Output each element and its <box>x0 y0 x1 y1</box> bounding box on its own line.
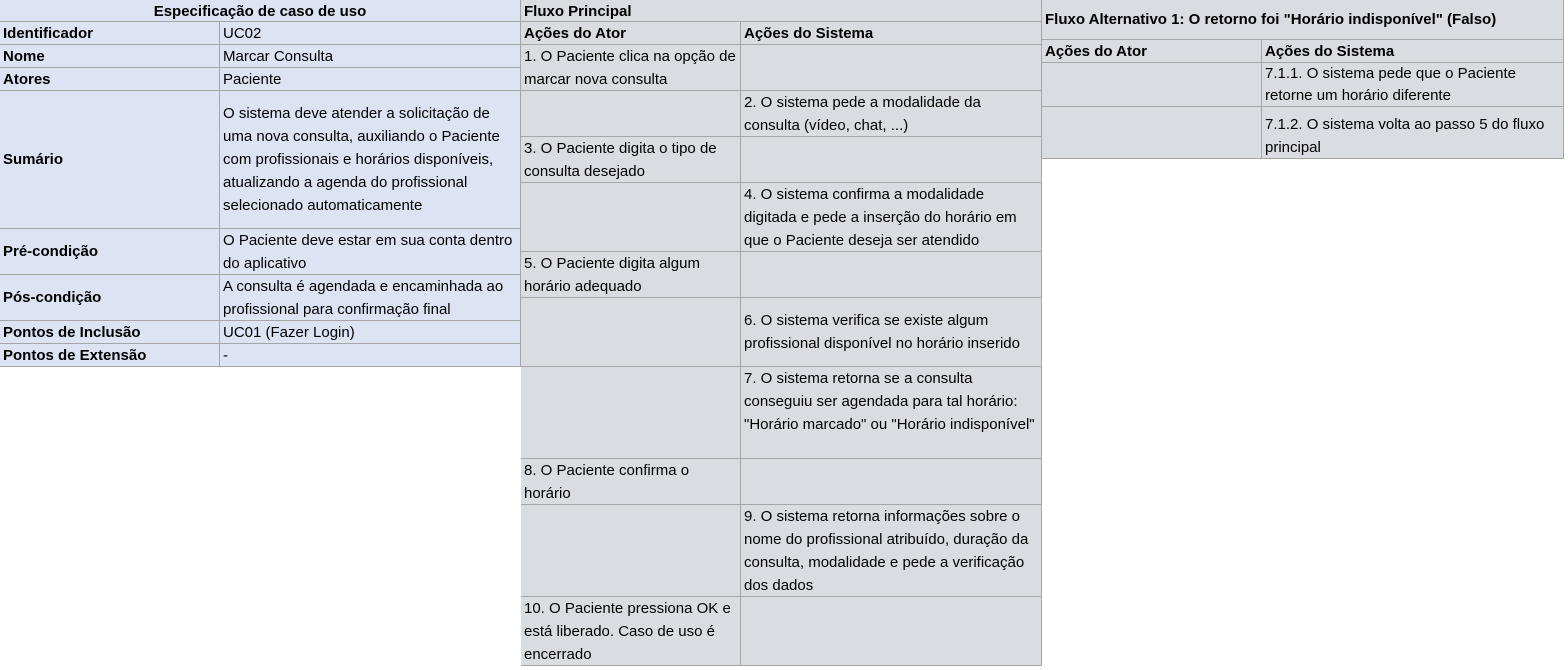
main-step-empty <box>521 183 741 252</box>
spec-label-extensao: Pontos de Extensão <box>0 344 220 367</box>
alt-step-1: 7.1.1. O sistema pede que o Paciente retorne um horário diferente <box>1262 63 1564 107</box>
main-step-7: 7. O sistema retorna se a consulta conseguiu ser agendada para tal horário: "Horário marcado" ou "Horário indisponível" <box>741 367 1042 459</box>
spec-label-sumario: Sumário <box>0 91 220 229</box>
main-step-empty <box>741 597 1042 666</box>
main-step-6: 6. O sistema verifica se existe algum profissional disponível no horário inserido <box>741 298 1042 367</box>
main-flow-col-system: Ações do Sistema <box>741 22 1042 45</box>
main-step-5: 5. O Paciente digita algum horário adequado <box>521 252 741 298</box>
main-step-empty <box>521 367 741 459</box>
spec-value-poscondicao: A consulta é agendada e encaminhada ao profissional para confirmação final <box>220 275 521 321</box>
main-step-empty <box>521 298 741 367</box>
main-step-empty <box>741 252 1042 298</box>
main-step-empty <box>521 505 741 597</box>
spec-value-nome: Marcar Consulta <box>220 45 521 68</box>
main-step-10: 10. O Paciente pressiona OK e está liberado. Caso de uso é encerrado <box>521 597 741 666</box>
main-step-empty <box>741 459 1042 505</box>
spec-label-inclusao: Pontos de Inclusão <box>0 321 220 344</box>
spec-value-sumario: O sistema deve atender a solicitação de uma nova consulta, auxiliando o Paciente com profissionais e horários disponíveis, atualizando a agenda do profissional selecionado automaticamente <box>220 91 521 229</box>
spec-value-extensao: - <box>220 344 521 367</box>
alt-flow-col-system: Ações do Sistema <box>1262 40 1564 63</box>
spec-value-identificador: UC02 <box>220 22 521 45</box>
spec-label-precondicao: Pré-condição <box>0 229 220 275</box>
alt-flow-title: Fluxo Alternativo 1: O retorno foi "Horário indisponível" (Falso) <box>1042 0 1564 40</box>
main-step-8: 8. O Paciente confirma o horário <box>521 459 741 505</box>
main-step-empty <box>521 91 741 137</box>
spec-label-atores: Atores <box>0 68 220 91</box>
main-step-4: 4. O sistema confirma a modalidade digitada e pede a inserção do horário em que o Paciente deseja ser atendido <box>741 183 1042 252</box>
main-step-2: 2. O sistema pede a modalidade da consulta (vídeo, chat, ...) <box>741 91 1042 137</box>
spec-value-precondicao: O Paciente deve estar em sua conta dentro do aplicativo <box>220 229 521 275</box>
main-flow-title: Fluxo Principal <box>521 0 1042 22</box>
spec-title: Especificação de caso de uso <box>0 0 521 22</box>
spec-value-inclusao: UC01 (Fazer Login) <box>220 321 521 344</box>
spec-label-poscondicao: Pós-condição <box>0 275 220 321</box>
main-flow-col-actor: Ações do Ator <box>521 22 741 45</box>
spec-value-atores: Paciente <box>220 68 521 91</box>
main-step-empty <box>741 137 1042 183</box>
alt-step-empty <box>1042 107 1262 159</box>
alt-step-empty <box>1042 63 1262 107</box>
main-step-9: 9. O sistema retorna informações sobre o nome do profissional atribuído, duração da consulta, modalidade e pede a verificação dos dados <box>741 505 1042 597</box>
alt-step-2: 7.1.2. O sistema volta ao passo 5 do fluxo principal <box>1262 107 1564 159</box>
main-step-empty <box>741 45 1042 91</box>
spec-label-nome: Nome <box>0 45 220 68</box>
alt-flow-col-actor: Ações do Ator <box>1042 40 1262 63</box>
spec-label-identificador: Identificador <box>0 22 220 45</box>
main-step-1: 1. O Paciente clica na opção de marcar nova consulta <box>521 45 741 91</box>
main-step-3: 3. O Paciente digita o tipo de consulta desejado <box>521 137 741 183</box>
